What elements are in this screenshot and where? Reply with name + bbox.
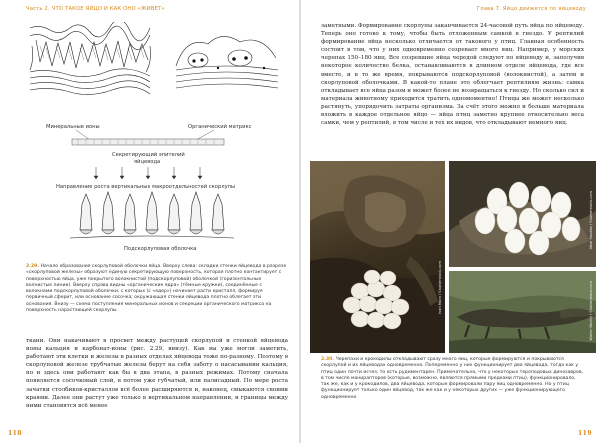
running-head-right: Глава 7. Яйцо движется по яйцеводу [476, 6, 586, 12]
label-secretory-epithelium-2: яйцевода [134, 159, 161, 165]
shell-columns [80, 192, 224, 230]
figure-caption-left [26, 264, 288, 314]
organic-cores-drawing [176, 36, 278, 88]
caption-text-left: Начало образования скорлуповой оболочки яйца. Вверху слева: складки стенки яйцевода в разрезе «скорлуповой железы» образуют единую секретирующую поверхность, которая плотно контактирует с поверхностью яйца, уже покрытого волокнистой (подскорлуповой) оболочкой (горизонтальные волнистые линии). Вверху справа видны «органические ядра» (тёмные кружки), соединённые с волокнами подскорлуповой оболочки, с которых (с «ядер») начинает расти кристалл, формируя первичный сферит, или основание сосочка; окружающая стенки яйцевода плотно облегает эти основания. Внизу — схема поступления минеральных ионов и секреции органического матрикса на поверхность нарастающей скорлупы [26, 264, 287, 314]
photo-credit-c: Walter Martin / Shutterstock.com [589, 281, 593, 341]
body-text-left: ткани. Они накачивают в просвет между растущей скорлупой и стенкой яйцевода ионы кальция и карбонат-ионы (рис. 2.29, внизу). Как вы уже могли заметить, работают эти клетки и железы в разных отделах яйцевода тоже по-разному. Поэтому в скорлуповой железе трубчатые железы берут на себя заботу о насасывании кальция, но и здесь они работают как бы в два этапа, в разных режимах. Потому сначала появляется сосочковый слой, в потом уже губчатый, или палисадный. По мере роста зачатки столбиков-кристаллов всё более расширяются и, наконец, смыкаются своими краями. Далее они растут уже только в вертикальном направлении, и границы между ними становятся всё менее [26, 338, 288, 409]
subshell-membrane-line [70, 236, 234, 238]
shell-base-cones [80, 230, 224, 234]
photo-turtle-laying-eggs [310, 161, 445, 353]
photo-collage [310, 161, 596, 353]
photo-credit-a: Ivan Moro / Shutterstock.com [438, 261, 442, 314]
label-secretory-epithelium-1: Секретирующий эпителий [112, 152, 185, 158]
photo-credit-b: Ideal Studios / Shutterstock.com [589, 191, 593, 250]
crocodile-illustration [449, 271, 596, 353]
diagram-svg [26, 22, 288, 254]
page-number-left: 118 [8, 430, 23, 437]
caption-number-right: 2.30. [321, 357, 335, 362]
oviduct-folds-drawing [30, 22, 151, 95]
caption-number-left: 2.29. [26, 264, 40, 269]
caption-text-right: Черепахи и крокодилы откладывают сразу много яиц, которые формируются и покрываются скорлупой и их яйцеводах одновременно. Попеременно у них функционирует два яйцевода, тогда как у птиц один почти исчез, то есть рудиментарен. Примечательно, что у некоторых тероподовых динозавров, в том числе манирапторов (которые, возможно, являются прямыми предками птиц), функционировало, так же, как и у крокодилов, два яйцевода, которые формировали пару яиц одновременно. Но у птиц функционирует только один яйцевод, так же как и у некоторых других — уже функционирующего одновременно [321, 357, 584, 400]
turtle-photo-illustration [310, 161, 445, 353]
right-page [301, 0, 600, 443]
photo-egg-nest [449, 161, 596, 267]
ion-flow-arrows [94, 167, 202, 179]
eggshell-formation-diagram [26, 22, 288, 254]
label-subshell-membrane: Подскорлуповая оболочка [124, 246, 197, 252]
secretory-epithelium-band [72, 139, 224, 145]
photo-crocodile [449, 271, 596, 353]
label-mineral-ions: Минеральные ионы [46, 124, 100, 130]
body-text-right: заметными. Формирование скорлупы заканчивается 24-часовой путь яйца по яйцеводу. Теперь оно готово к тому, чтобы быть отложенным самкой в гнездо. У рептилий формирование яйца несколько отличается от такового у птиц. Главная особенность состоит в том, что у них одновременно созревает много яиц. Например, у морских черепах 150–180 яиц. Все созревшие яйца чередой следуют по яйцеводу и, заполучив некоторое количество белка, останавливаются в длинном отделе яйцевода, где все вместе, и в то же время, покрываются подскорлуповой (волокнистой), а затем и скорлуповой оболочками. В какой-то плане это облегчает рептилиям жизнь: самка откладывает все яйца разом и может более не возвращаться к гнезду. Но сколько сил и материала животному приходится тратить одномоментно! Птицы же может несколько растянуть, упорядочить затраты организма. За счёт этого можно и больше материала вложить в каждое отдельное яйцо — яйца птиц заметно крупнее относительно веса самки, чем у рептилий, в том числе и тех их видов, что откладывают немного яиц. [321, 23, 584, 127]
page-number-right: 119 [577, 430, 592, 437]
egg-nest-illustration [449, 161, 596, 267]
left-page [0, 0, 299, 443]
figure-caption-right [321, 357, 584, 401]
label-growth-direction: Направление роста вертикальных макроотдельностей скорлупы [56, 184, 236, 190]
label-organic-matrix: Органический матрикс [188, 124, 252, 130]
running-head-left: Часть 2. ЧТО ТАКОЕ ЯЙЦО И КАК ОНО «ЖИВЕТ» [26, 6, 165, 12]
